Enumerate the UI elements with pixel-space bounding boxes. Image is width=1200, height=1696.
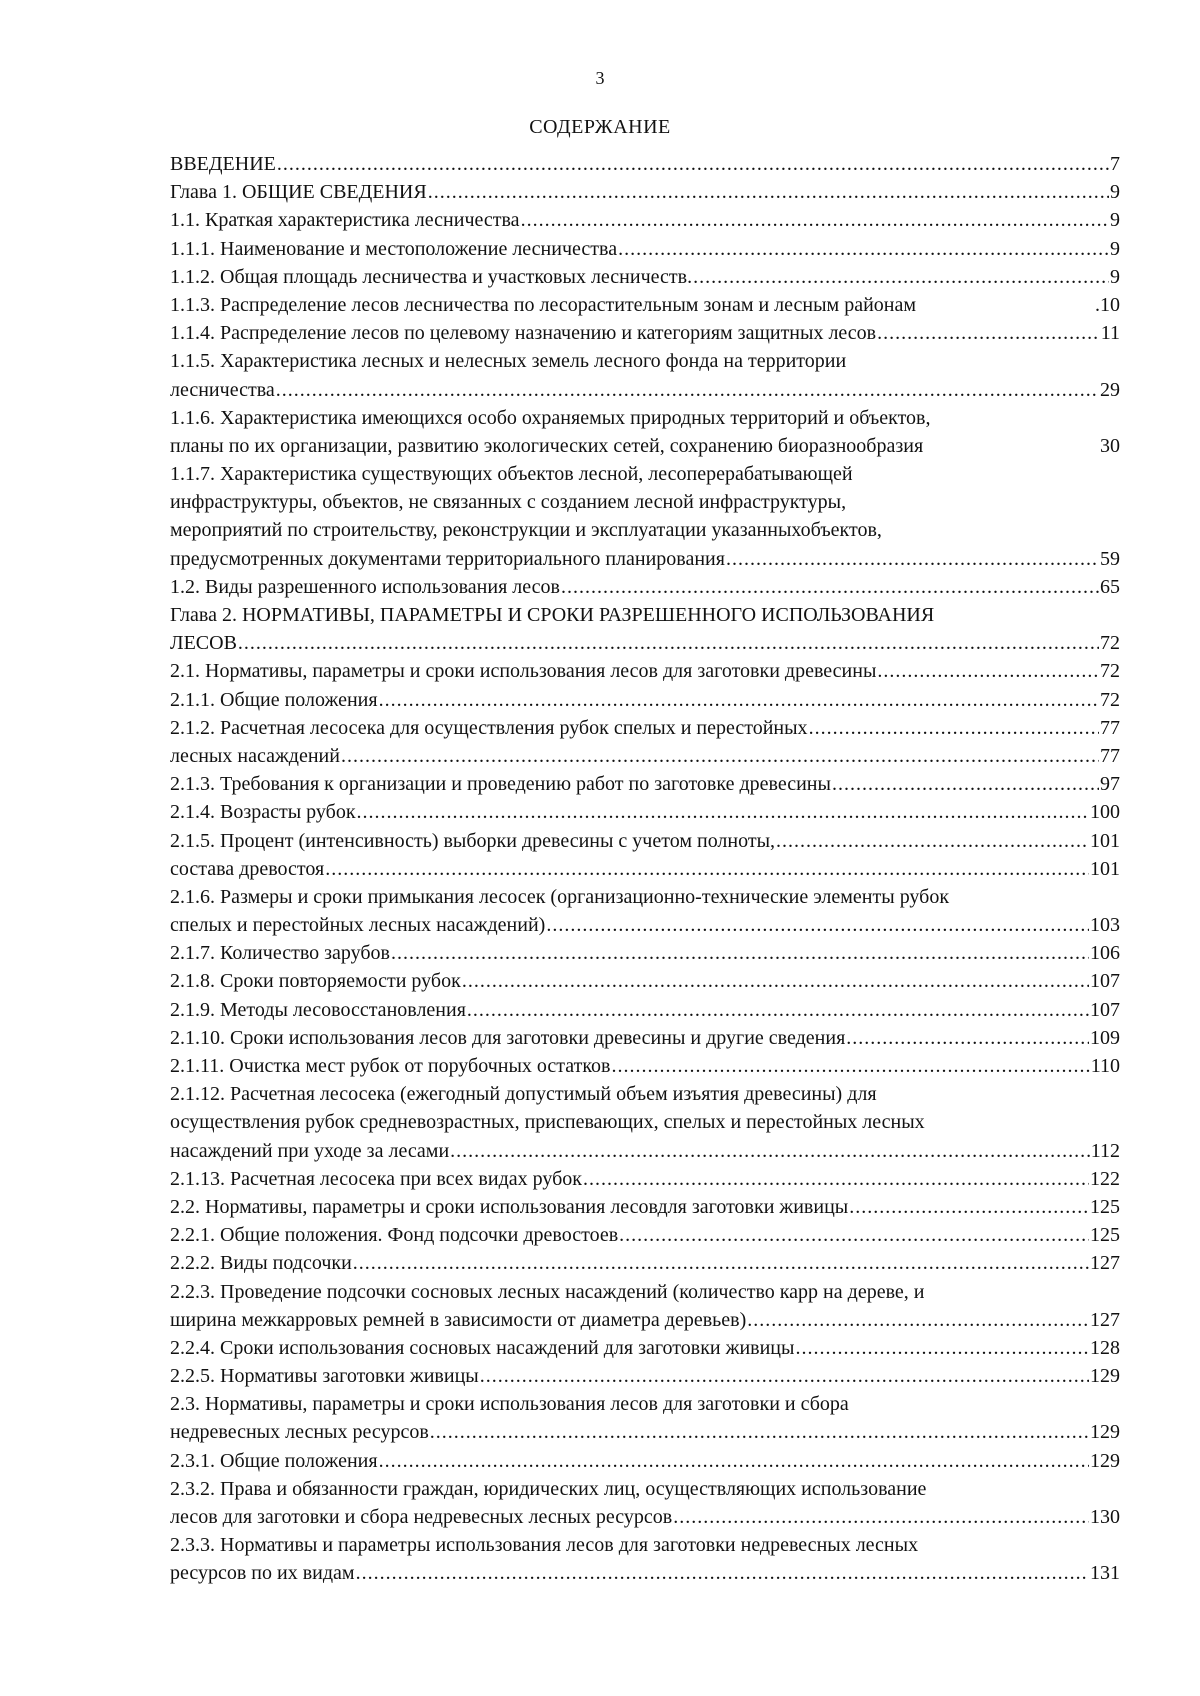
toc-entry-title: лесных насаждений <box>170 744 340 767</box>
toc-entry-row <box>170 1559 1120 1587</box>
toc-entry[interactable] <box>170 150 1120 178</box>
toc-entry-title: 1.1. Краткая характеристика лесничества <box>170 209 520 232</box>
toc-entry-title: 2.2.4. Сроки использования сосновых насаждений для заготовки живицы <box>170 1336 795 1359</box>
toc-entry-title: 1.1.4. Распределение лесов по целевому назначению и категориям защитных лесов <box>170 322 877 345</box>
toc-entry-row <box>170 911 1120 939</box>
toc-entry[interactable] <box>170 883 1120 939</box>
toc-entry-page: .10 <box>1095 293 1120 316</box>
toc-dot-leader <box>612 1052 1090 1080</box>
toc-entry-page: 101 <box>1090 857 1120 880</box>
toc-entry[interactable] <box>170 1165 1120 1193</box>
toc-entry-page: 65 <box>1100 575 1120 598</box>
toc-entry-line: осуществления рубок средневозрастных, приспевающих, спелых и перестойных лесных <box>170 1111 925 1134</box>
toc-entry-row <box>170 573 1120 601</box>
toc-entry-row <box>170 798 1120 826</box>
toc-entry[interactable] <box>170 178 1120 206</box>
toc-dot-leader <box>809 714 1099 742</box>
toc-entry[interactable] <box>170 1475 1120 1531</box>
toc-entry-row <box>170 545 1120 573</box>
toc-dot-leader <box>849 1193 1089 1221</box>
toc-entry-title: 2.1.10. Сроки использования лесов для заготовки древесины и другие сведения <box>170 1026 846 1049</box>
toc-entry-title: состава древостоя <box>170 857 325 880</box>
toc-entry-page: 101 <box>1090 829 1120 852</box>
toc-dot-leader <box>356 1559 1089 1587</box>
toc-dot-leader <box>276 376 1099 404</box>
toc-entry-line: 2.3.2. Права и обязанности граждан, юридических лиц, осуществляющих использование <box>170 1477 927 1500</box>
toc-entry[interactable] <box>170 798 1120 826</box>
toc-entry-title: 2.1.9. Методы лесовосстановления <box>170 998 466 1021</box>
toc-entry-row <box>170 1193 1120 1221</box>
toc-entry-title: 1.2. Виды разрешенного использования лесов <box>170 575 560 598</box>
toc-entry-row <box>170 939 1120 967</box>
toc-entry-page: 77 <box>1100 744 1120 767</box>
toc-dot-leader <box>776 827 1089 855</box>
toc-entry-row <box>170 1306 1120 1334</box>
toc-entry[interactable] <box>170 319 1120 347</box>
toc-dot-leader <box>353 1249 1089 1277</box>
toc-entry-page: 107 <box>1090 970 1120 993</box>
toc-entry-row <box>170 1418 1120 1446</box>
toc-entry-row <box>170 629 1120 657</box>
toc-entry-row <box>170 376 1120 404</box>
toc-entry-page: 131 <box>1090 1562 1120 1585</box>
toc-entry-title: недревесных лесных ресурсов <box>170 1421 429 1444</box>
toc-entry-page: 129 <box>1090 1421 1120 1444</box>
toc-dot-leader <box>877 319 1100 347</box>
toc-entry-page: 30 <box>1100 434 1120 457</box>
toc-entry-title: 2.2.5. Нормативы заготовки живицы <box>170 1365 479 1388</box>
toc-entry[interactable] <box>170 967 1120 995</box>
toc-dot-leader <box>747 1306 1089 1334</box>
toc-entry-row <box>170 235 1120 263</box>
toc-dot-leader <box>561 573 1099 601</box>
toc-entry-line: Глава 2. НОРМАТИВЫ, ПАРАМЕТРЫ И СРОКИ РАЗРЕШЕННОГО ИСПОЛЬЗОВАНИЯ <box>170 604 935 626</box>
toc-entry-row <box>170 319 1120 347</box>
toc-entry-line: 2.3.3. Нормативы и параметры использования лесов для заготовки недревесных лесных <box>170 1534 919 1557</box>
toc-entry[interactable] <box>170 686 1120 714</box>
toc-entry-page: 72 <box>1100 688 1120 711</box>
toc-entry-page: 107 <box>1090 998 1120 1021</box>
toc-entry-row <box>170 855 1120 883</box>
toc-entry-page: 9 <box>1110 237 1120 260</box>
toc-entry[interactable] <box>170 827 1120 855</box>
toc-entry-page: 100 <box>1090 801 1120 824</box>
toc-entry[interactable] <box>170 1531 1120 1587</box>
toc-entry-row <box>170 1249 1120 1277</box>
toc-dot-leader <box>341 742 1099 770</box>
toc-entry-title: 1.1.3. Распределение лесов лесничества по лесорастительным зонам и лесным районам <box>170 293 917 316</box>
toc-entry-title: ЛЕСОВ <box>170 632 237 655</box>
toc-entry[interactable] <box>170 742 1120 770</box>
toc-dot-leader <box>428 178 1109 206</box>
toc-entry-title: 2.1.11. Очистка мест рубок от порубочных остатков <box>170 1055 611 1077</box>
toc-entry-page: 127 <box>1090 1252 1120 1275</box>
toc-entry[interactable] <box>170 404 1120 460</box>
toc-entry-page: 103 <box>1090 914 1120 937</box>
toc-entry-page: 112 <box>1090 1139 1120 1162</box>
toc-entry-row <box>170 714 1120 742</box>
toc-entry-line: 1.1.7. Характеристика существующих объектов лесной, лесоперерабатывающей <box>170 463 853 486</box>
toc-entry-page: 29 <box>1100 378 1120 401</box>
toc-entry-title: насаждений при уходе за лесами <box>170 1139 450 1162</box>
toc-entry-row <box>170 770 1120 798</box>
toc-entry[interactable] <box>170 996 1120 1024</box>
toc-entry-title: ВВЕДЕНИЕ <box>170 153 276 175</box>
toc-entry-page: 122 <box>1090 1167 1120 1190</box>
toc-entry-row <box>170 432 1120 460</box>
toc-entry[interactable] <box>170 235 1120 263</box>
toc-dot-leader <box>618 235 1109 263</box>
toc-entry-line: мероприятий по строительству, реконструкции и эксплуатации указанныхобъектов, <box>170 519 882 542</box>
toc-entry[interactable] <box>170 1249 1120 1277</box>
toc-entry-title: 2.2. Нормативы, параметры и сроки использования лесовдля заготовки живицы <box>170 1195 849 1218</box>
toc-entry-page: 129 <box>1090 1365 1120 1388</box>
toc-entry-row <box>170 1137 1120 1165</box>
toc-entry[interactable] <box>170 573 1120 601</box>
toc-entry-row <box>170 1221 1120 1249</box>
toc-entry-title: 2.1.5. Процент (интенсивность) выборки древесины с учетом полноты, <box>170 829 776 852</box>
toc-entry-page: 97 <box>1100 773 1120 796</box>
toc-entry-line: 2.2.3. Проведение подсочки сосновых лесных насаждений (количество карр на дереве, и <box>170 1280 925 1303</box>
toc-entry[interactable] <box>170 1024 1120 1052</box>
toc-entry-row <box>170 1024 1120 1052</box>
toc-entry-title: 2.1. Нормативы, параметры и сроки использования лесов для заготовки древесины <box>170 660 877 683</box>
toc-entry-page: 128 <box>1090 1336 1120 1359</box>
toc-entry-page: 109 <box>1090 1026 1120 1049</box>
toc-entry-page: 72 <box>1100 632 1120 655</box>
toc-entry[interactable] <box>170 347 1120 403</box>
toc-dot-leader <box>462 967 1089 995</box>
toc-entry-row <box>170 150 1120 178</box>
toc-entry-title: 2.1.3. Требования к организации и проведению работ по заготовке древесины <box>170 773 831 796</box>
toc-entry-page: 72 <box>1100 660 1120 683</box>
toc-entry[interactable] <box>170 1278 1120 1334</box>
toc-dot-leader <box>877 657 1099 685</box>
toc-title: СОДЕРЖАНИЕ <box>529 116 671 138</box>
toc-entry[interactable] <box>170 939 1120 967</box>
toc-entry-title: лесничества <box>170 378 275 401</box>
toc-entry-row <box>170 178 1120 206</box>
toc-dot-leader <box>546 911 1089 939</box>
table-of-contents <box>170 150 1120 1588</box>
toc-entry-row <box>170 206 1120 234</box>
toc-entry-row <box>170 1447 1120 1475</box>
toc-dot-leader <box>277 150 1109 178</box>
toc-entry-page: 106 <box>1090 942 1120 965</box>
toc-entry[interactable] <box>170 460 1120 573</box>
toc-entry[interactable] <box>170 1221 1120 1249</box>
toc-entry-page: 130 <box>1090 1506 1120 1528</box>
toc-entry[interactable] <box>170 291 1120 319</box>
toc-entry-line: инфраструктуры, объектов, не связанных с созданием лесной инфраструктуры, <box>170 491 847 514</box>
toc-entry[interactable] <box>170 714 1120 742</box>
page-number: 3 <box>595 68 605 88</box>
toc-dot-leader <box>450 1137 1090 1165</box>
toc-dot-leader <box>238 629 1099 657</box>
toc-dot-leader <box>379 686 1099 714</box>
toc-entry-title: 2.3.1. Общие положения <box>170 1449 378 1472</box>
toc-entry-row <box>170 996 1120 1024</box>
toc-entry-page: 9 <box>1110 209 1120 232</box>
toc-entry-row <box>170 1362 1120 1390</box>
toc-entry-row <box>170 742 1120 770</box>
toc-entry-title: 2.1.8. Сроки повторяемости рубок <box>170 970 461 993</box>
toc-dot-leader <box>357 798 1089 826</box>
toc-entry[interactable] <box>170 1362 1120 1390</box>
toc-entry-page: 59 <box>1100 547 1120 570</box>
toc-entry-page: 7 <box>1110 153 1120 175</box>
toc-entry[interactable] <box>170 1193 1120 1221</box>
toc-entry-title: 2.1.13. Расчетная лесосека при всех видах рубок <box>170 1167 582 1190</box>
toc-entry-page: 9 <box>1110 265 1120 288</box>
toc-entry[interactable] <box>170 1447 1120 1475</box>
toc-entry-row <box>170 1503 1120 1531</box>
toc-entry-row <box>170 291 1120 319</box>
toc-entry-page: 110 <box>1090 1055 1120 1077</box>
toc-entry-line: 2.3. Нормативы, параметры и сроки использования лесов для заготовки и сбора <box>170 1393 849 1416</box>
toc-entry-title: 2.1.1. Общие положения <box>170 688 378 711</box>
toc-dot-leader <box>619 1221 1089 1249</box>
toc-entry-row <box>170 967 1120 995</box>
toc-dot-leader <box>693 263 1109 291</box>
toc-entry-page: 127 <box>1090 1308 1120 1331</box>
toc-dot-leader <box>726 545 1099 573</box>
toc-entry-title: лесов для заготовки и сбора недревесных лесных ресурсов <box>170 1506 673 1528</box>
toc-entry[interactable] <box>170 206 1120 234</box>
toc-dot-leader <box>583 1165 1089 1193</box>
toc-entry-title: 2.2.1. Общие положения. Фонд подсочки древостоев <box>170 1224 619 1247</box>
toc-dot-leader <box>480 1362 1089 1390</box>
toc-entry-row <box>170 657 1120 685</box>
toc-entry-title: спелых и перестойных лесных насаждений) <box>170 914 546 937</box>
toc-dot-leader <box>325 855 1089 883</box>
toc-entry-title: Глава 1. ОБЩИЕ СВЕДЕНИЯ <box>170 181 427 204</box>
toc-entry[interactable] <box>170 1080 1120 1165</box>
toc-entry-page: 125 <box>1090 1224 1120 1247</box>
toc-dot-leader <box>521 206 1109 234</box>
toc-entry-page: 11 <box>1100 322 1120 345</box>
toc-entry-title: 1.1.1. Наименование и местоположение лесничества <box>170 237 618 260</box>
toc-entry[interactable] <box>170 770 1120 798</box>
toc-entry[interactable] <box>170 855 1120 883</box>
toc-entry-line: 2.1.12. Расчетная лесосека (ежегодный допустимый объем изъятия древесины) для <box>170 1083 877 1106</box>
toc-entry[interactable] <box>170 263 1120 291</box>
toc-entry-page: 125 <box>1090 1195 1120 1218</box>
toc-entry-line: 1.1.6. Характеристика имеющихся особо охраняемых природных территорий и объектов, <box>170 406 931 429</box>
toc-dot-leader <box>673 1503 1089 1531</box>
toc-entry-title: планы по их организации, развитию экологических сетей, сохранению биоразнообразия <box>170 434 924 457</box>
toc-entry-row <box>170 686 1120 714</box>
toc-entry-title: предусмотренных документами территориального планирования <box>170 547 725 570</box>
toc-entry-title: ширина межкарровых ремней в зависимости от диаметра деревьев) <box>170 1308 747 1331</box>
toc-entry[interactable] <box>170 1390 1120 1446</box>
toc-entry[interactable] <box>170 1334 1120 1362</box>
toc-entry-title: 2.1.2. Расчетная лесосека для осуществления рубок спелых и перестойных <box>170 716 808 739</box>
toc-entry-title: 2.1.7. Количество зарубов <box>170 942 390 965</box>
toc-dot-leader <box>379 1447 1089 1475</box>
toc-dot-leader <box>846 1024 1089 1052</box>
toc-entry-page: 77 <box>1100 716 1120 739</box>
toc-dot-leader <box>832 770 1099 798</box>
toc-entry-row <box>170 1052 1120 1080</box>
toc-entry-title: 1.1.2. Общая площадь лесничества и участковых лесничеств. <box>170 265 693 288</box>
toc-entry-row <box>170 263 1120 291</box>
toc-entry-line: 1.1.5. Характеристика лесных и нелесных земель лесного фонда на территории <box>170 350 847 373</box>
toc-dot-leader <box>467 996 1089 1024</box>
toc-entry-row <box>170 1334 1120 1362</box>
toc-entry[interactable] <box>170 1052 1120 1080</box>
toc-entry-line: 2.1.6. Размеры и сроки примыкания лесосек (организационно-технические элементы рубок <box>170 885 950 908</box>
toc-dot-leader <box>430 1418 1089 1446</box>
toc-entry-page: 9 <box>1110 181 1120 204</box>
toc-dot-leader <box>391 939 1089 967</box>
toc-entry-title: ресурсов по их видам <box>170 1562 355 1585</box>
toc-entry[interactable] <box>170 657 1120 685</box>
toc-dot-leader <box>795 1334 1089 1362</box>
toc-entry-title: 2.1.4. Возрасты рубок <box>170 801 356 824</box>
toc-entry-title: 2.2.2. Виды подсочки <box>170 1252 352 1275</box>
toc-entry[interactable] <box>170 601 1120 657</box>
toc-entry-row <box>170 1165 1120 1193</box>
toc-entry-row <box>170 827 1120 855</box>
toc-entry-page: 129 <box>1090 1449 1120 1472</box>
